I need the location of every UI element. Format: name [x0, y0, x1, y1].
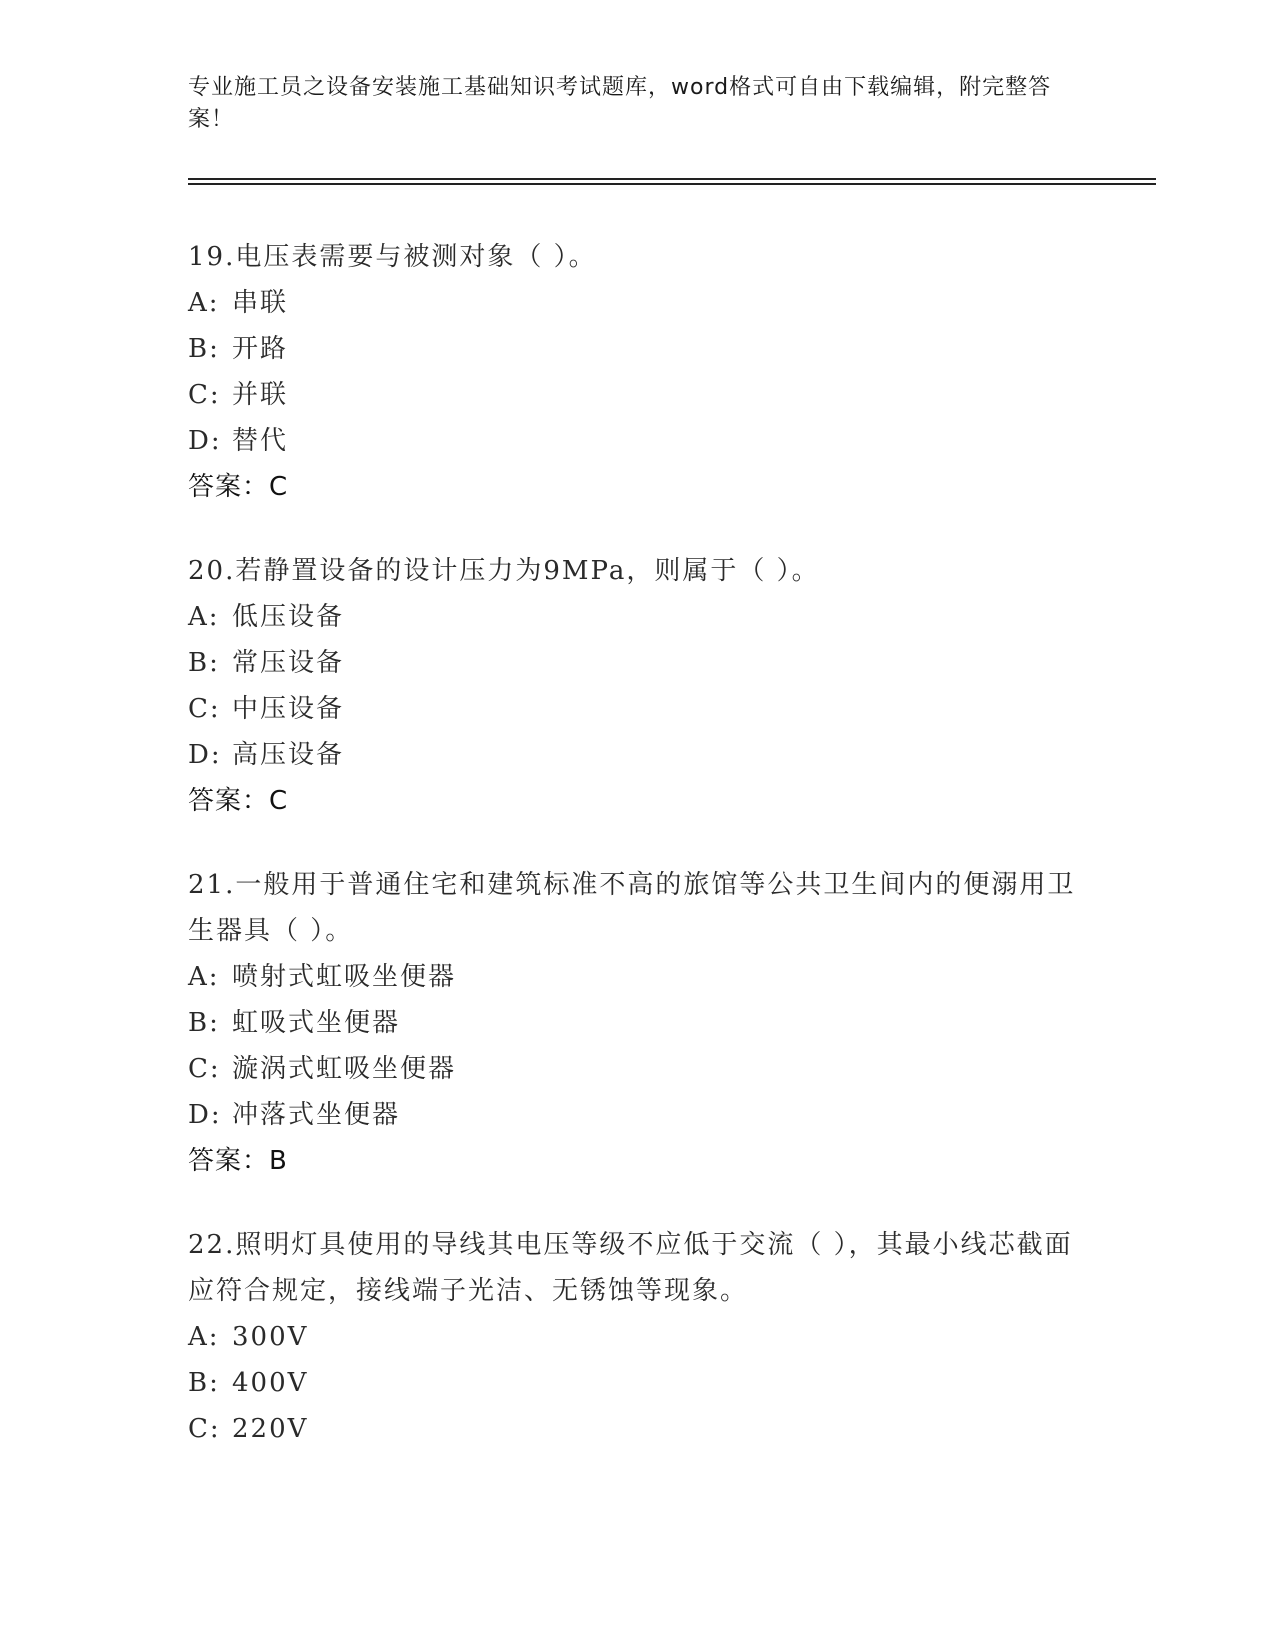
option-c [188, 1046, 1088, 1092]
option-text: 400V [232, 1368, 309, 1398]
header-divider-top [188, 178, 1156, 180]
option-letter: C: [188, 694, 221, 724]
option-letter: D: [188, 1100, 222, 1130]
option-text: 高压设备 [232, 740, 345, 770]
option-letter: C: [188, 1054, 221, 1084]
question-stem: 20.若静置设备的设计压力为9MPa，则属于（ ）。 [188, 556, 820, 586]
question-stem: 21.一般用于普通住宅和建筑标准不高的旅馆等公共卫生间内的便溺用卫生器具（ ）。 [188, 870, 1076, 946]
option-c [188, 686, 1088, 732]
option-c [188, 1406, 1088, 1452]
option-letter: A: [188, 1322, 220, 1352]
option-text: 虹吸式坐便器 [232, 1008, 401, 1038]
question-20 [188, 548, 1088, 824]
option-letter: C: [188, 380, 221, 410]
option-text: 喷射式虹吸坐便器 [232, 962, 457, 992]
option-a [188, 1314, 1088, 1360]
option-a [188, 594, 1088, 640]
question-list [188, 234, 1088, 1490]
option-d [188, 732, 1088, 778]
option-letter: A: [188, 602, 220, 632]
document-header: 专业施工员之设备安装施工基础知识考试题库，word格式可自由下载编辑，附完整答案！ [188, 75, 1052, 132]
option-text: 开路 [232, 334, 289, 364]
header-divider-bottom [188, 183, 1156, 185]
option-letter: D: [188, 740, 222, 770]
answer-label: 答案：C [188, 786, 289, 816]
option-d [188, 418, 1088, 464]
option-b [188, 1360, 1088, 1406]
option-letter: A: [188, 288, 220, 318]
answer-label: 答案：C [188, 472, 289, 502]
option-text: 串联 [232, 288, 289, 318]
option-letter: B: [188, 1008, 220, 1038]
option-text: 冲落式坐便器 [232, 1100, 401, 1130]
option-letter: B: [188, 648, 220, 678]
option-text: 常压设备 [232, 648, 345, 678]
option-b [188, 326, 1088, 372]
option-letter: A: [188, 962, 220, 992]
question-19 [188, 234, 1088, 510]
option-a [188, 954, 1088, 1000]
option-c [188, 372, 1088, 418]
option-letter: B: [188, 334, 220, 364]
option-text: 300V [232, 1322, 309, 1352]
option-text: 中压设备 [232, 694, 345, 724]
option-b [188, 640, 1088, 686]
answer-label: 答案：B [188, 1146, 288, 1176]
option-text: 并联 [232, 380, 289, 410]
option-letter: C: [188, 1414, 221, 1444]
option-text: 替代 [232, 426, 289, 456]
option-d [188, 1092, 1088, 1138]
question-22 [188, 1222, 1088, 1452]
question-21 [188, 862, 1088, 1184]
question-stem: 19.电压表需要与被测对象（ ）。 [188, 242, 597, 272]
option-a [188, 280, 1088, 326]
option-text: 低压设备 [232, 602, 345, 632]
option-text: 220V [232, 1414, 309, 1444]
option-text: 漩涡式虹吸坐便器 [232, 1054, 457, 1084]
question-stem: 22.照明灯具使用的导线其电压等级不应低于交流（ ），其最小线芯截面应符合规定，接线端子光洁、无锈蚀等现象。 [188, 1230, 1073, 1306]
option-letter: B: [188, 1368, 220, 1398]
option-letter: D: [188, 426, 222, 456]
option-b [188, 1000, 1088, 1046]
